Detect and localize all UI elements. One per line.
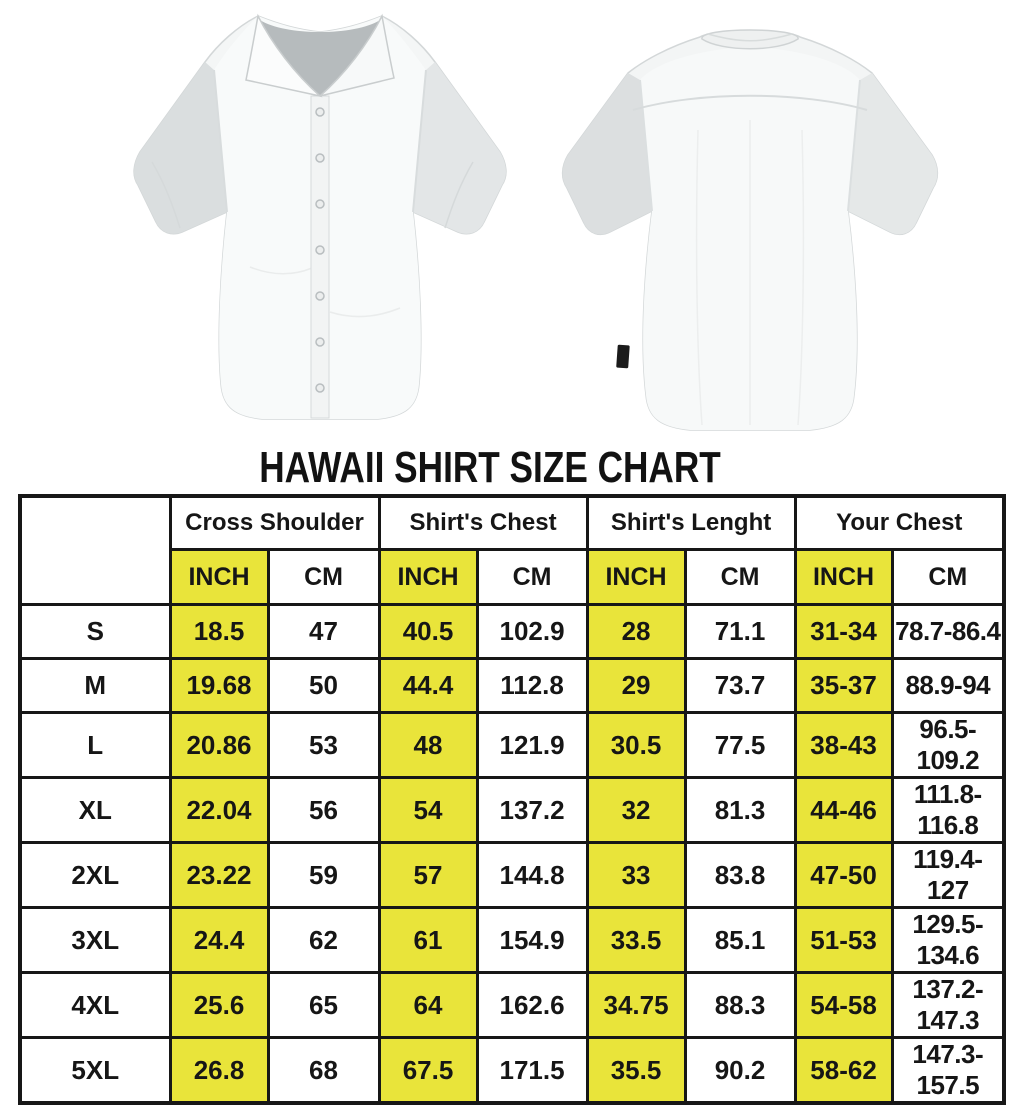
value-cell: 40.5 [379,605,477,659]
unit-header-cm: CM [892,550,1004,605]
value-cell: 33 [587,843,685,908]
size-cell: 5XL [20,1038,170,1104]
size-cell: L [20,713,170,778]
value-cell: 56 [268,778,379,843]
value-cell: 121.9 [477,713,587,778]
value-cell: 48 [379,713,477,778]
value-cell: 54 [379,778,477,843]
value-cell: 111.8-116.8 [892,778,1004,843]
value-cell: 19.68 [170,659,268,713]
value-cell: 50 [268,659,379,713]
table-row [20,1038,1004,1104]
size-cell: 4XL [20,973,170,1038]
value-cell: 18.5 [170,605,268,659]
value-cell: 51-53 [795,908,892,973]
unit-header-inch: INCH [379,550,477,605]
corner-cell [20,496,170,605]
value-cell: 81.3 [685,778,795,843]
value-cell: 44.4 [379,659,477,713]
unit-header-inch: INCH [795,550,892,605]
value-cell: 64 [379,973,477,1038]
value-cell: 28 [587,605,685,659]
value-cell: 30.5 [587,713,685,778]
shirt-front-image [110,12,515,437]
value-cell: 35.5 [587,1038,685,1104]
value-cell: 61 [379,908,477,973]
shirt-front-left-sleeve [134,62,227,234]
value-cell: 171.5 [477,1038,587,1104]
value-cell: 35-37 [795,659,892,713]
value-cell: 137.2 [477,778,587,843]
value-cell: 85.1 [685,908,795,973]
table-row [20,973,1004,1038]
size-cell: XL [20,778,170,843]
value-cell: 62 [268,908,379,973]
unit-header-cm: CM [477,550,587,605]
value-cell: 24.4 [170,908,268,973]
value-cell: 78.7-86.4 [892,605,1004,659]
page-title: HAWAII SHIRT SIZE CHART [259,443,721,492]
value-cell: 137.2-147.3 [892,973,1004,1038]
value-cell: 88.9-94 [892,659,1004,713]
value-cell: 129.5-134.6 [892,908,1004,973]
value-cell: 58-62 [795,1038,892,1104]
value-cell: 59 [268,843,379,908]
value-cell: 83.8 [685,843,795,908]
size-cell: M [20,659,170,713]
value-cell: 32 [587,778,685,843]
shirt-back-right-sleeve [848,73,937,234]
shirt-back-hem-tag [616,345,630,369]
value-cell: 90.2 [685,1038,795,1104]
value-cell: 33.5 [587,908,685,973]
value-cell: 68 [268,1038,379,1104]
size-cell: 3XL [20,908,170,973]
value-cell: 25.6 [170,973,268,1038]
value-cell: 71.1 [685,605,795,659]
unit-header-inch: INCH [587,550,685,605]
value-cell: 22.04 [170,778,268,843]
table-row [20,778,1004,843]
value-cell: 44-46 [795,778,892,843]
group-header-your-chest: Your Chest [795,496,1004,550]
value-cell: 47 [268,605,379,659]
value-cell: 34.75 [587,973,685,1038]
size-cell: 2XL [20,843,170,908]
value-cell: 65 [268,973,379,1038]
value-cell: 112.8 [477,659,587,713]
group-header-row [20,496,1004,550]
shirt-front-placket [311,96,329,418]
table-row [20,908,1004,973]
table-row [20,843,1004,908]
value-cell: 102.9 [477,605,587,659]
value-cell: 47-50 [795,843,892,908]
value-cell: 154.9 [477,908,587,973]
unit-header-inch: INCH [170,550,268,605]
group-header-shirts-lenght: Shirt's Lenght [587,496,795,550]
group-header-cross-shoulder: Cross Shoulder [170,496,379,550]
value-cell: 144.8 [477,843,587,908]
value-cell: 147.3-157.5 [892,1038,1004,1104]
shirt-back-left-sleeve [563,73,652,234]
value-cell: 31-34 [795,605,892,659]
size-cell: S [20,605,170,659]
value-cell: 38-43 [795,713,892,778]
value-cell: 53 [268,713,379,778]
unit-header-cm: CM [685,550,795,605]
value-cell: 77.5 [685,713,795,778]
table-row [20,659,1004,713]
table-row [20,713,1004,778]
shirt-back-image [548,25,948,437]
value-cell: 67.5 [379,1038,477,1104]
value-cell: 20.86 [170,713,268,778]
value-cell: 96.5-109.2 [892,713,1004,778]
group-header-shirts-chest: Shirt's Chest [379,496,587,550]
shirt-front-right-sleeve [413,62,506,234]
value-cell: 57 [379,843,477,908]
value-cell: 162.6 [477,973,587,1038]
value-cell: 88.3 [685,973,795,1038]
value-cell: 54-58 [795,973,892,1038]
table-row [20,605,1004,659]
unit-header-cm: CM [268,550,379,605]
size-chart-table [18,494,1006,1105]
value-cell: 73.7 [685,659,795,713]
value-cell: 26.8 [170,1038,268,1104]
value-cell: 119.4-127 [892,843,1004,908]
value-cell: 29 [587,659,685,713]
value-cell: 23.22 [170,843,268,908]
